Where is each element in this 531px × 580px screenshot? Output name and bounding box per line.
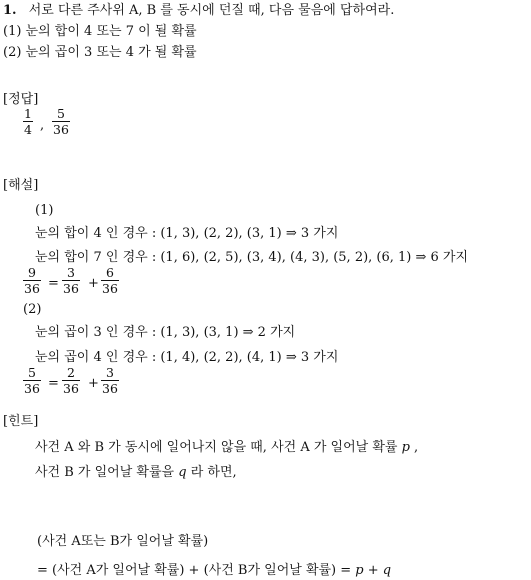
plus-sign: + — [88, 276, 99, 291]
solution-label: [해설] — [3, 178, 39, 193]
problem-header — [3, 3, 394, 19]
fraction-numerator: 9 — [27, 265, 36, 280]
question-2: (2) 눈의 곱이 3 또는 4 가 될 확률 — [3, 45, 197, 60]
solution-part-2-case-1: 눈의 곱이 3 인 경우 : (1, 3), (3, 1) ⇒ 2 가지 — [35, 325, 296, 340]
solution-2-eq-middle — [62, 366, 80, 395]
fraction-denominator: 36 — [63, 281, 79, 296]
hint-line-2-end: 라 하면, — [186, 465, 237, 480]
solution-1-eq-middle — [62, 266, 80, 295]
answer-1-fraction — [23, 107, 33, 136]
solution-part-1-case-1: 눈의 합이 4 인 경우 : (1, 3), (2, 2), (3, 1) ⇒ 3 가지 — [35, 226, 339, 241]
answer-separator: , — [40, 118, 45, 133]
fraction-numerator: 3 — [66, 265, 75, 280]
hint-formula-text: = (사건 A가 일어날 확률) + (사건 B가 일어날 확률) = — [37, 563, 356, 578]
answer-label: [정답] — [3, 92, 39, 107]
variable-q: q — [178, 465, 187, 480]
problem-stem: 서로 다른 주사위 A, B 를 동시에 던질 때, 다음 물음에 답하여라. — [28, 3, 395, 18]
solution-2-eq-left — [23, 366, 41, 395]
solution-part-2-case-2: 눈의 곱이 4 인 경우 : (1, 4), (2, 2), (4, 1) ⇒ 3 가지 — [35, 350, 339, 365]
equals-sign: = — [48, 376, 59, 391]
fraction-numerator: 5 — [27, 365, 36, 380]
plus-sign: + — [363, 563, 383, 578]
equals-sign: = — [48, 276, 59, 291]
problem-number: 1. — [3, 3, 17, 18]
solution-1-eq-right — [101, 266, 119, 295]
variable-p: p — [355, 563, 364, 578]
hint-line-2 — [35, 465, 237, 481]
solution-2-eq-right — [101, 366, 119, 395]
hint-line-2-text: 사건 B 가 일어날 확률을 — [35, 465, 179, 480]
answer-1-numerator: 1 — [24, 106, 32, 121]
solution-part-1-case-2: 눈의 합이 7 인 경우 : (1, 6), (2, 5), (3, 4), (4, 3), (5, 2), (6, 1) ⇒ 6 가지 — [35, 250, 469, 265]
plus-sign: + — [88, 376, 99, 391]
hint-line-1 — [35, 440, 418, 456]
question-1: (1) 눈의 합이 4 또는 7 이 될 확률 — [3, 24, 197, 39]
hint-formula-line-2 — [37, 563, 391, 579]
fraction-denominator: 36 — [102, 281, 118, 296]
hint-line-1-text: 사건 A 와 B 가 동시에 일어나지 않을 때, 사건 A 가 일어날 확률 — [35, 440, 402, 455]
fraction-numerator: 6 — [105, 265, 114, 280]
hint-formula-line-1: (사건 A또는 B가 일어날 확률) — [37, 534, 209, 549]
answer-2-denominator: 36 — [53, 122, 69, 137]
fraction-numerator: 3 — [105, 365, 114, 380]
fraction-numerator: 2 — [66, 365, 75, 380]
fraction-denominator: 36 — [24, 281, 40, 296]
variable-p: p — [401, 440, 410, 455]
answer-2-fraction — [52, 107, 70, 136]
solution-part-1-label: (1) — [35, 203, 54, 218]
hint-label: [힌트] — [3, 414, 39, 429]
fraction-denominator: 36 — [24, 381, 40, 396]
fraction-denominator: 36 — [102, 381, 118, 396]
solution-part-2-label: (2) — [23, 302, 42, 317]
variable-q: q — [382, 563, 392, 578]
answer-1-denominator: 4 — [24, 122, 32, 137]
hint-line-1-end: , — [409, 440, 419, 455]
answer-2-numerator: 5 — [56, 106, 65, 121]
solution-1-eq-left — [23, 266, 41, 295]
fraction-denominator: 36 — [63, 381, 79, 396]
